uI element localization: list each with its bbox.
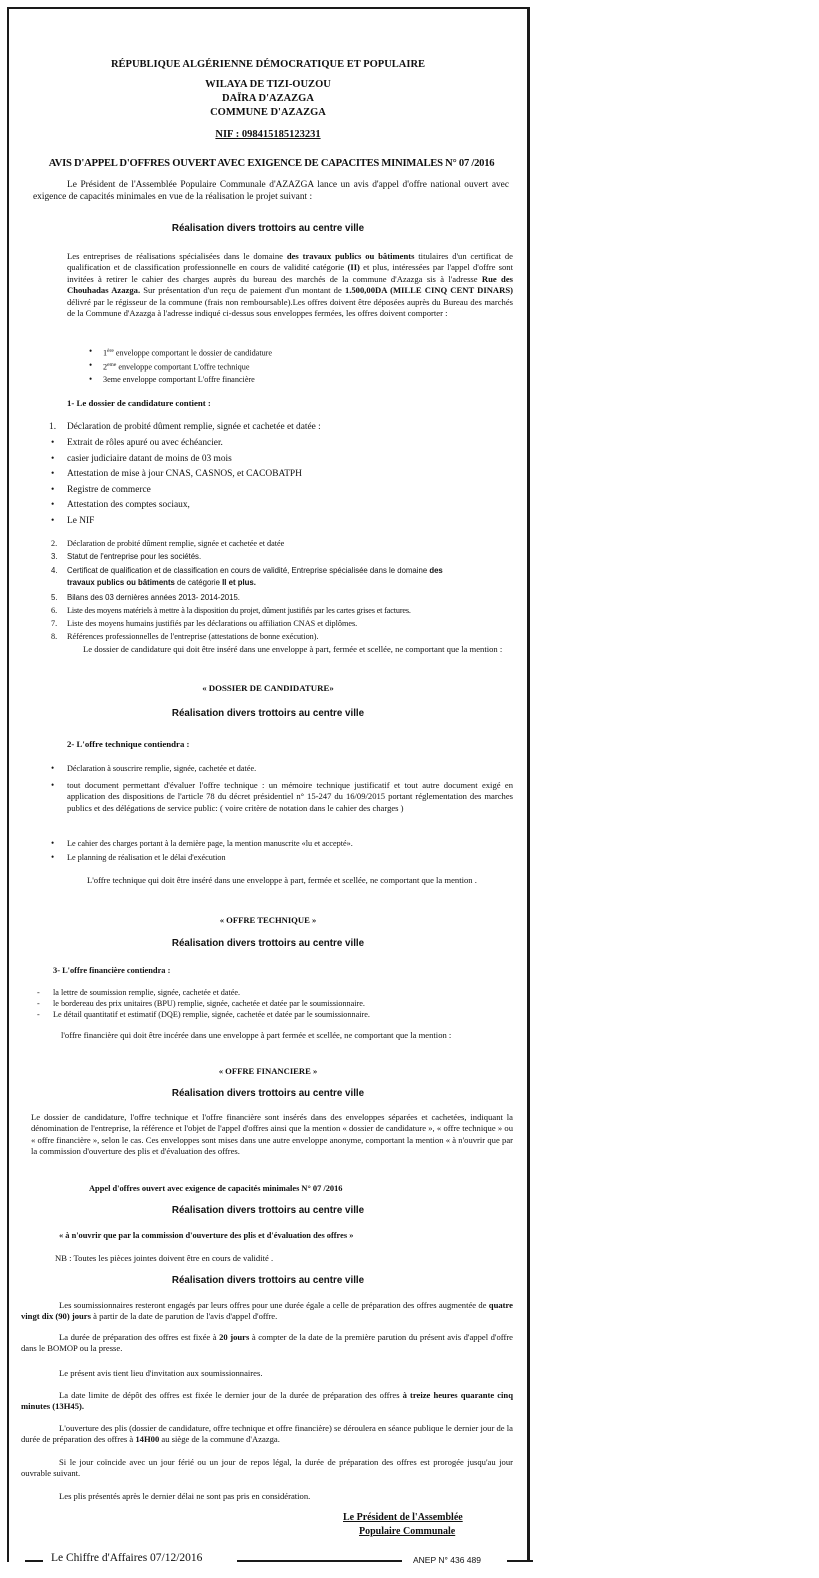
opening-paragraph: L'ouverture des plis (dossier de candidature, offre technique et offre financière) se déroulera en séance publique le dernier jour de la durée de préparation des offres à 14H00 au siège de la commune d'Azazga. [21,1423,513,1445]
list-item: Le détail quantitatif et estimatif (DQE) remplie, signée, cachetée et datée par le soumissionnaire. [53,1010,370,1019]
bullet-icon: • [51,469,55,479]
holiday-paragraph: Si le jour coïncide avec un jour férié ou un jour de repos légal, la durée de préparation des offres est prorogée jusqu'au jour ouvrable suivant. [21,1457,513,1479]
list-marker: 5. [51,593,58,602]
project-title: Réalisation divers trottoirs au centre ville [171,938,365,949]
project-title: Réalisation divers trottoirs au centre ville [171,1275,365,1286]
dash-icon: - [37,988,40,997]
section3-closing: l'offre financière qui doit être incérée dans une enveloppe à part fermée et scellée, ne comportant que la mention : [61,1030,452,1040]
footer-rule [25,1560,43,1562]
list-marker: 3. [51,552,58,561]
list-item: Statut de l'entreprise pour les sociétés. [67,552,202,561]
list-item: tout document permettant d'évaluer l'offre technique : un mémoire technique justificatif et tout autre document exigé en application des dispositions de l'article 78 du décret présidentiel n° 15-247 du 16/09/2015 portant réglementation des marches publics et des délégations de service public: ( voire critère de notation dans le cahier des charges ) [67,780,513,813]
signature-line-2: Populaire Communale [359,1526,456,1537]
project-title: Réalisation divers trottoirs au centre ville [171,1205,365,1216]
notice-frame [7,7,530,1562]
list-marker: 4. [51,566,58,575]
footer-rule [507,1560,533,1562]
bullet-icon: • [51,780,55,790]
project-title: Réalisation divers trottoirs au centre ville [171,708,365,719]
footer-bar [0,1550,819,1570]
list-item: Liste des moyens humains justifiés par les déclarations ou affiliation CNAS et diplômes. [67,619,358,628]
list-item: Déclaration de probité dûment remplie, signée et cachetée et datée : [67,422,321,432]
anep-reference: ANEP N° 436 489 [413,1555,481,1565]
section3-heading: 3- L'offre financière contiendra : [53,966,171,975]
bullet-icon: • [51,763,55,773]
bullet-icon: • [51,852,55,862]
section1-closing: Le dossier de candidature qui doit être inséré dans une enveloppe à part, fermée et scellée, ne comportant que la mention : [83,644,503,654]
footer-rule [237,1560,402,1562]
list-item: casier judiciaire datant de moins de 03 mois [67,454,232,464]
project-title: Réalisation divers trottoirs au centre ville [171,223,365,234]
bullet-icon: • [89,374,93,384]
list-item: Extrait de rôles apuré ou avec échéancier. [67,438,223,448]
list-item: la lettre de soumission remplie, signée, cachetée et datée. [53,988,241,997]
list-item: Attestation des comptes sociaux, [67,500,190,510]
list-item: Le planning de réalisation et le délai d'exécution [67,853,226,862]
project-title: Réalisation divers trottoirs au centre ville [171,1088,365,1099]
section2-closing: L'offre technique qui doit être inséré dans une enveloppe à part, fermée et scellée, ne comportant que la mention . [87,875,477,885]
commune-heading: COMMUNE D'AZAZGA [210,107,326,118]
notice-title: AVIS D'APPEL D'OFFRES OUVERT AVEC EXIGENCE DE CAPACITES MINIMALES N° 07 /2016 [48,158,495,169]
daira-heading: DAÏRA D'AZAZGA [222,93,314,104]
preparation-paragraph: La durée de préparation des offres est fixée à 20 jours à compter de la date de la première parution du présent avis d'appel d'offre dans le BOMOP ou la presse. [21,1332,513,1354]
bullet-icon: • [51,838,55,848]
list-item: le bordereau des prix unitaires (BPU) remplie, signée, cachetée et datée par le soumissionnaire. [53,999,365,1008]
section3-label: « OFFRE FINANCIERE » [218,1066,318,1076]
outer-envelope-mention: « à n'ouvrir que par la commission d'ouverture des plis et d'évaluation des offres » [59,1231,354,1240]
section1-heading: 1- Le dossier de candidature contient : [67,398,211,408]
envelope-item: 2eme enveloppe comportant L'offre technique [103,362,250,372]
envelope-item: 3eme enveloppe comportant L'offre financière [103,375,255,384]
list-marker: 6. [51,606,58,615]
section1-label: « DOSSIER DE CANDIDATURE» [202,683,334,693]
outer-envelope-ref: Appel d'offres ouvert avec exigence de capacités minimales N° 07 /2016 [89,1184,343,1193]
wilaya-heading: WILAYA DE TIZI-OUZOU [205,79,331,90]
bullet-icon: • [89,346,93,356]
list-item: Registre de commerce [67,485,151,495]
late-bids-paragraph: Les plis présentés après le dernier délai ne sont pas pris en considération. [59,1491,311,1501]
publication-credit: Le Chiffre d'Affaires 07/12/2016 [51,1552,203,1564]
dash-icon: - [37,1010,40,1019]
list-marker: 8. [51,632,58,641]
bullet-icon: • [51,485,55,495]
list-marker: 7. [51,619,58,628]
list-item: Liste des moyens matériels à mettre à la disposition du projet, dûment justifiés par les cartes grises et factures. [67,606,411,615]
list-item: Bilans des 03 dernières années 2013- 2014-2015. [67,593,240,602]
section2-heading: 2- L'offre technique contiendra : [67,739,190,749]
section2-label: « OFFRE TECHNIQUE » [219,915,317,925]
list-item-continuation: travaux publics ou bâtiments de catégorie II et plus. [67,578,256,587]
bullet-icon: • [51,500,55,510]
deadline-paragraph: La date limite de dépôt des offres est fixée le dernier jour de la durée de préparation des offres à treize heures quarante cinq minutes (13H45). [21,1390,513,1412]
list-marker: 2. [51,539,58,548]
list-item: Déclaration de probité dûment remplie, signée et cachetée et datée [67,539,285,548]
invitation-paragraph: Le présent avis tient lieu d'invitation aux soumissionnaires. [59,1368,263,1378]
signature-line-1: Le Président de l'Assemblée [343,1512,463,1523]
validity-paragraph: Les soumissionnaires resteront engagés par leurs offres pour une durée égale a celle de préparation des offres augmentée de quatre vingt dix (90) jours à partir de la date de parution de l'avis d'appel d'offre. [21,1300,513,1322]
republic-heading: RÉPUBLIQUE ALGÉRIENNE DÉMOCRATIQUE ET POPULAIRE [110,59,426,70]
list-item: Le NIF [67,516,95,526]
nb-note: NB : Toutes les pièces jointes doivent être en cours de validité . [55,1253,274,1263]
dash-icon: - [37,999,40,1008]
bullet-icon: • [51,454,55,464]
list-item: Déclaration à souscrire remplie, signée, cachetée et datée. [67,764,257,773]
nif-heading: NIF : 098415185123231 [215,129,321,140]
bullet-icon: • [51,516,55,526]
eligibility-paragraph: Les entreprises de réalisations spécialisées dans le domaine des travaux publics ou bâtiments titulaires d'un certificat de qualification et de classification professionnelle en cours de validité catégorie (II) et plus, intéressées par l'appel d'offre sont invitées à retirer le cahier des charges auprès du bureau des marchés de la commune d'Azazga sis à l'adresse Rue des Chouhadas Azazga. Sur présentation d'un reçu de paiement d'un montant de 1.500,00DA (MILLE CINQ CENT DINARS) délivré par le régisseur de la commune (frais non remboursable).Les offres doivent être déposées auprès du Bureau des marchés de la Commune d'Azazga à l'adresse indiqué ci-dessus sous enveloppes fermées, les offres doivent comporter : [67,251,513,319]
envelope-note: Le dossier de candidature, l'offre technique et l'offre financière sont insérés dans des enveloppes séparées et cachetées, indiquant la dénomination de l'entreprise, la référence et l'objet de l'appel d'offres ainsi que la mention « dossier de candidature », « offre technique » ou « offre financière », selon le cas. Ces enveloppes sont mises dans une autre enveloppe anonyme, comportant la mention « à n'ouvrir que par la commission d'ouverture des plis et d'évaluation des offres. [31,1112,513,1157]
list-item: Attestation de mise à jour CNAS, CASNOS, et CACOBATPH [67,469,302,479]
intro-paragraph: Le Président de l'Assemblée Populaire Communale d'AZAZGA lance un avis d'appel d'offre national ouvert avec exigence de capacités minimales en vue de la réalisation le projet suivant : [33,180,509,202]
bullet-icon: • [51,438,55,448]
list-item: Le cahier des charges portant à la dernière page, la mention manuscrite «lu et accepté». [67,839,353,848]
list-marker: 1. [49,422,57,432]
list-item: Références professionnelles de l'entreprise (attestations de bonne exécution). [67,632,319,641]
envelope-item: 1ère enveloppe comportant le dossier de candidature [103,348,273,358]
list-item: Certificat de qualification et de classification en cours de validité, Entreprise spécialisée dans le domaine des [67,566,443,575]
bullet-icon: • [89,360,93,370]
